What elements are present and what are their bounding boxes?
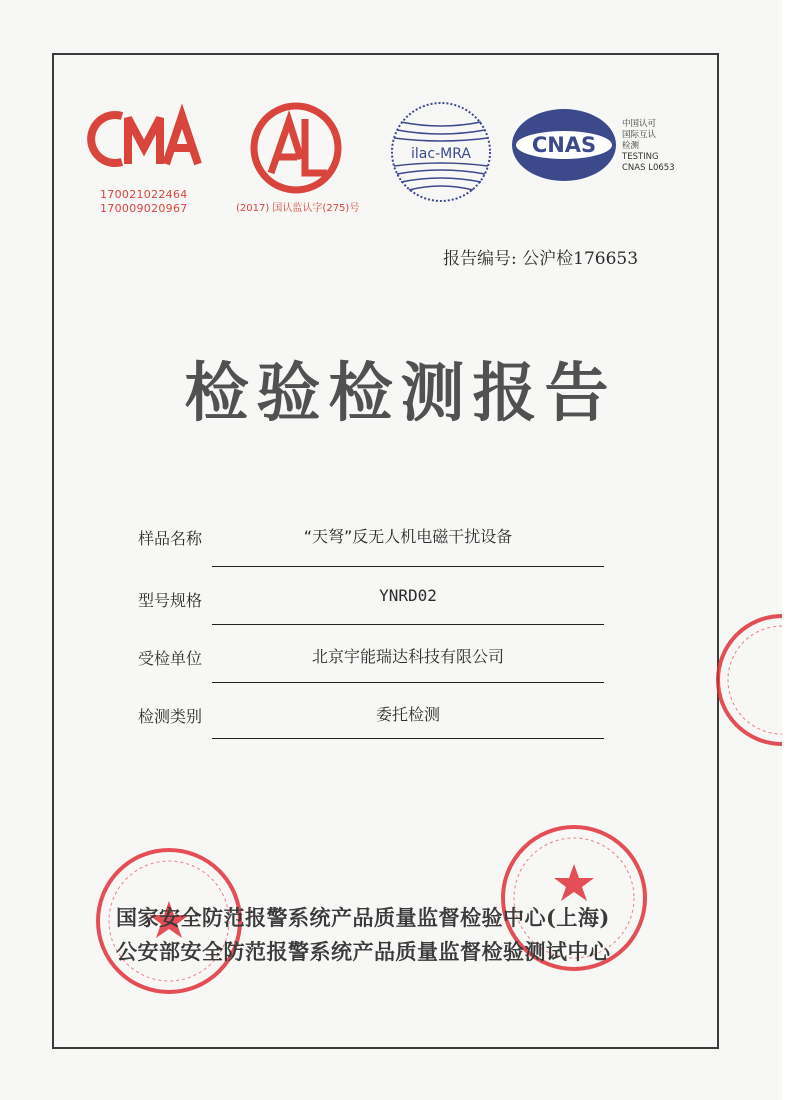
field-underline — [212, 624, 604, 625]
cma-number-2: 170009020967 — [100, 202, 188, 215]
issuer-name-line1: 国家安全防范报警系统产品质量监督检验中心(上海) — [116, 905, 610, 930]
cnas-text-line: TESTING — [622, 152, 659, 162]
field-label-model: 型号规格 — [138, 591, 203, 610]
field-value-test-type: 委托检测 — [375, 705, 440, 724]
field-value-sample-name: “天弩”反无人机电磁干扰设备 — [303, 527, 513, 546]
issuer-name-line2: 公安部安全防范报警系统产品质量监督检验测试中心 — [116, 939, 611, 964]
field-label-test-type: 检测类别 — [138, 707, 203, 726]
report-number: 报告编号: 公沪检176653 — [443, 249, 639, 269]
field-underline — [212, 682, 604, 683]
cnas-lettering: CNAS — [531, 133, 597, 157]
field-value-model: YNRD02 — [379, 586, 437, 605]
document-title: 检验检测报告 — [184, 356, 617, 431]
ilac-mra-logo — [389, 100, 493, 204]
field-underline — [212, 738, 604, 739]
cnas-text-line: 中国认可 — [622, 119, 657, 129]
cnas-text-line: 国际互认 — [622, 130, 657, 140]
field-underline — [212, 566, 604, 567]
field-label-client: 受检单位 — [138, 649, 203, 668]
page-margin — [782, 0, 800, 1100]
field-value-client: 北京宇能瑞达科技有限公司 — [311, 647, 504, 666]
cnas-accreditation-text — [622, 119, 675, 174]
cnas-logo — [510, 106, 618, 184]
seal-fragment-edge — [736, 612, 782, 748]
field-label-sample-name: 样品名称 — [138, 529, 203, 548]
cal-logo — [243, 101, 349, 197]
cma-number-1: 170021022464 — [100, 188, 188, 201]
cnas-text-line: 检测 — [622, 141, 640, 151]
cma-logo — [88, 104, 208, 174]
cal-caption: (2017) 国认监认字(275)号 — [236, 203, 360, 214]
cnas-text-line: CNAS L0653 — [622, 163, 675, 173]
ilac-mra-lettering: ilac-MRA — [411, 146, 471, 162]
